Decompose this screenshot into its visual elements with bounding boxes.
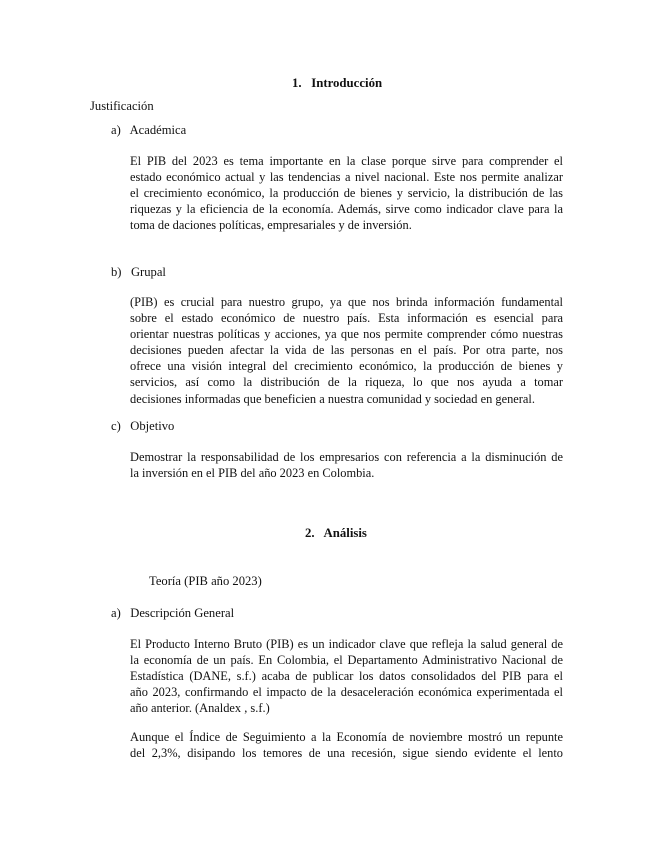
text-line: Estadística (DANE, s.f.) acaba de publicar los datos consolidados del PIB para el — [130, 669, 563, 684]
paragraph-descripcion-2 — [130, 729, 563, 761]
text-line: riquezas y la eficiencia de la economía. Además, sirve como indicador clave para la — [130, 202, 563, 217]
text-line: ofrece una visión integral del crecimiento económico, la producción de bienes y — [130, 359, 563, 374]
teoria-label: Teoría (PIB año 2023) — [149, 574, 262, 588]
section-heading-introduccion — [292, 75, 382, 91]
section-number: 2. — [305, 526, 315, 540]
text-line: el crecimiento económico, la producción de bienes y servicio, la distribución de las — [130, 186, 563, 201]
text-line: El Producto Interno Bruto (PIB) es un indicador clave que refleja la salud general de — [130, 637, 563, 651]
list-item-grupal — [111, 264, 166, 280]
text-line: decisiones informadas que beneficien a nuestra comunidad y sociedad en general. — [130, 391, 535, 406]
text-line: año 2023, confirmando el impacto de la desaceleración económica experimentada el — [130, 685, 563, 700]
list-label: Objetivo — [130, 419, 175, 433]
text-line: Demostrar la responsabilidad de los empresarios con referencia a la disminución de — [130, 450, 563, 464]
paragraph-grupal — [130, 294, 563, 407]
list-marker: b) — [111, 265, 122, 279]
text-line: Aunque el Índice de Seguimiento a la Economía de noviembre mostró un repunte — [130, 730, 563, 744]
list-marker: a) — [111, 606, 121, 620]
text-line: sobre el estado económico de nuestro país. Esta información es esencial para — [130, 311, 563, 326]
text-line: toma de daciones políticas, empresariales y de inversión. — [130, 218, 412, 233]
section-title: Análisis — [323, 526, 367, 540]
text-line: estado económico actual y las tendencias a nivel nacional. Este nos permite analizar — [130, 170, 563, 185]
text-line: la inversión en el PIB del año 2023 en Colombia. — [130, 466, 375, 481]
paragraph-objetivo — [130, 449, 563, 481]
list-item-academica — [111, 122, 186, 138]
section-number: 1. — [292, 76, 302, 90]
text-line: (PIB) es crucial para nuestro grupo, ya que nos brinda información fundamental — [130, 295, 563, 309]
list-marker: a) — [111, 123, 121, 137]
paragraph-descripcion-1 — [130, 636, 563, 716]
text-line: orientar nuestras políticas y acciones, ya que nos permite comprender cómo nuestras — [130, 327, 563, 342]
list-item-descripcion-general — [111, 605, 234, 621]
text-line: servicios, así como la distribución de la riqueza, lo que nos ayuda a tomar — [130, 375, 563, 390]
list-label: Académica — [129, 123, 187, 137]
list-label: Descripción General — [130, 606, 235, 620]
list-marker: c) — [111, 419, 121, 433]
text-line: El PIB del 2023 es tema importante en la clase porque sirve para comprender el — [130, 154, 563, 168]
section-title: Introducción — [311, 76, 383, 90]
paragraph-academica — [130, 153, 563, 233]
section-heading-analisis — [305, 525, 367, 541]
text-line: año anterior. (Analdex , s.f.) — [130, 701, 270, 716]
text-line: la economía de un país. En Colombia, el Departamento Administrativo Nacional de — [130, 653, 563, 668]
justificacion-label: Justificación — [90, 99, 154, 113]
text-line: del 2,3%, disipando los temores de una recesión, sigue siendo evidente el lento — [130, 746, 563, 761]
list-label: Grupal — [130, 265, 166, 279]
text-line: decisiones pueden afectar la vida de las personas en el país. Por otra parte, nos — [130, 343, 563, 358]
list-item-objetivo — [111, 418, 174, 434]
